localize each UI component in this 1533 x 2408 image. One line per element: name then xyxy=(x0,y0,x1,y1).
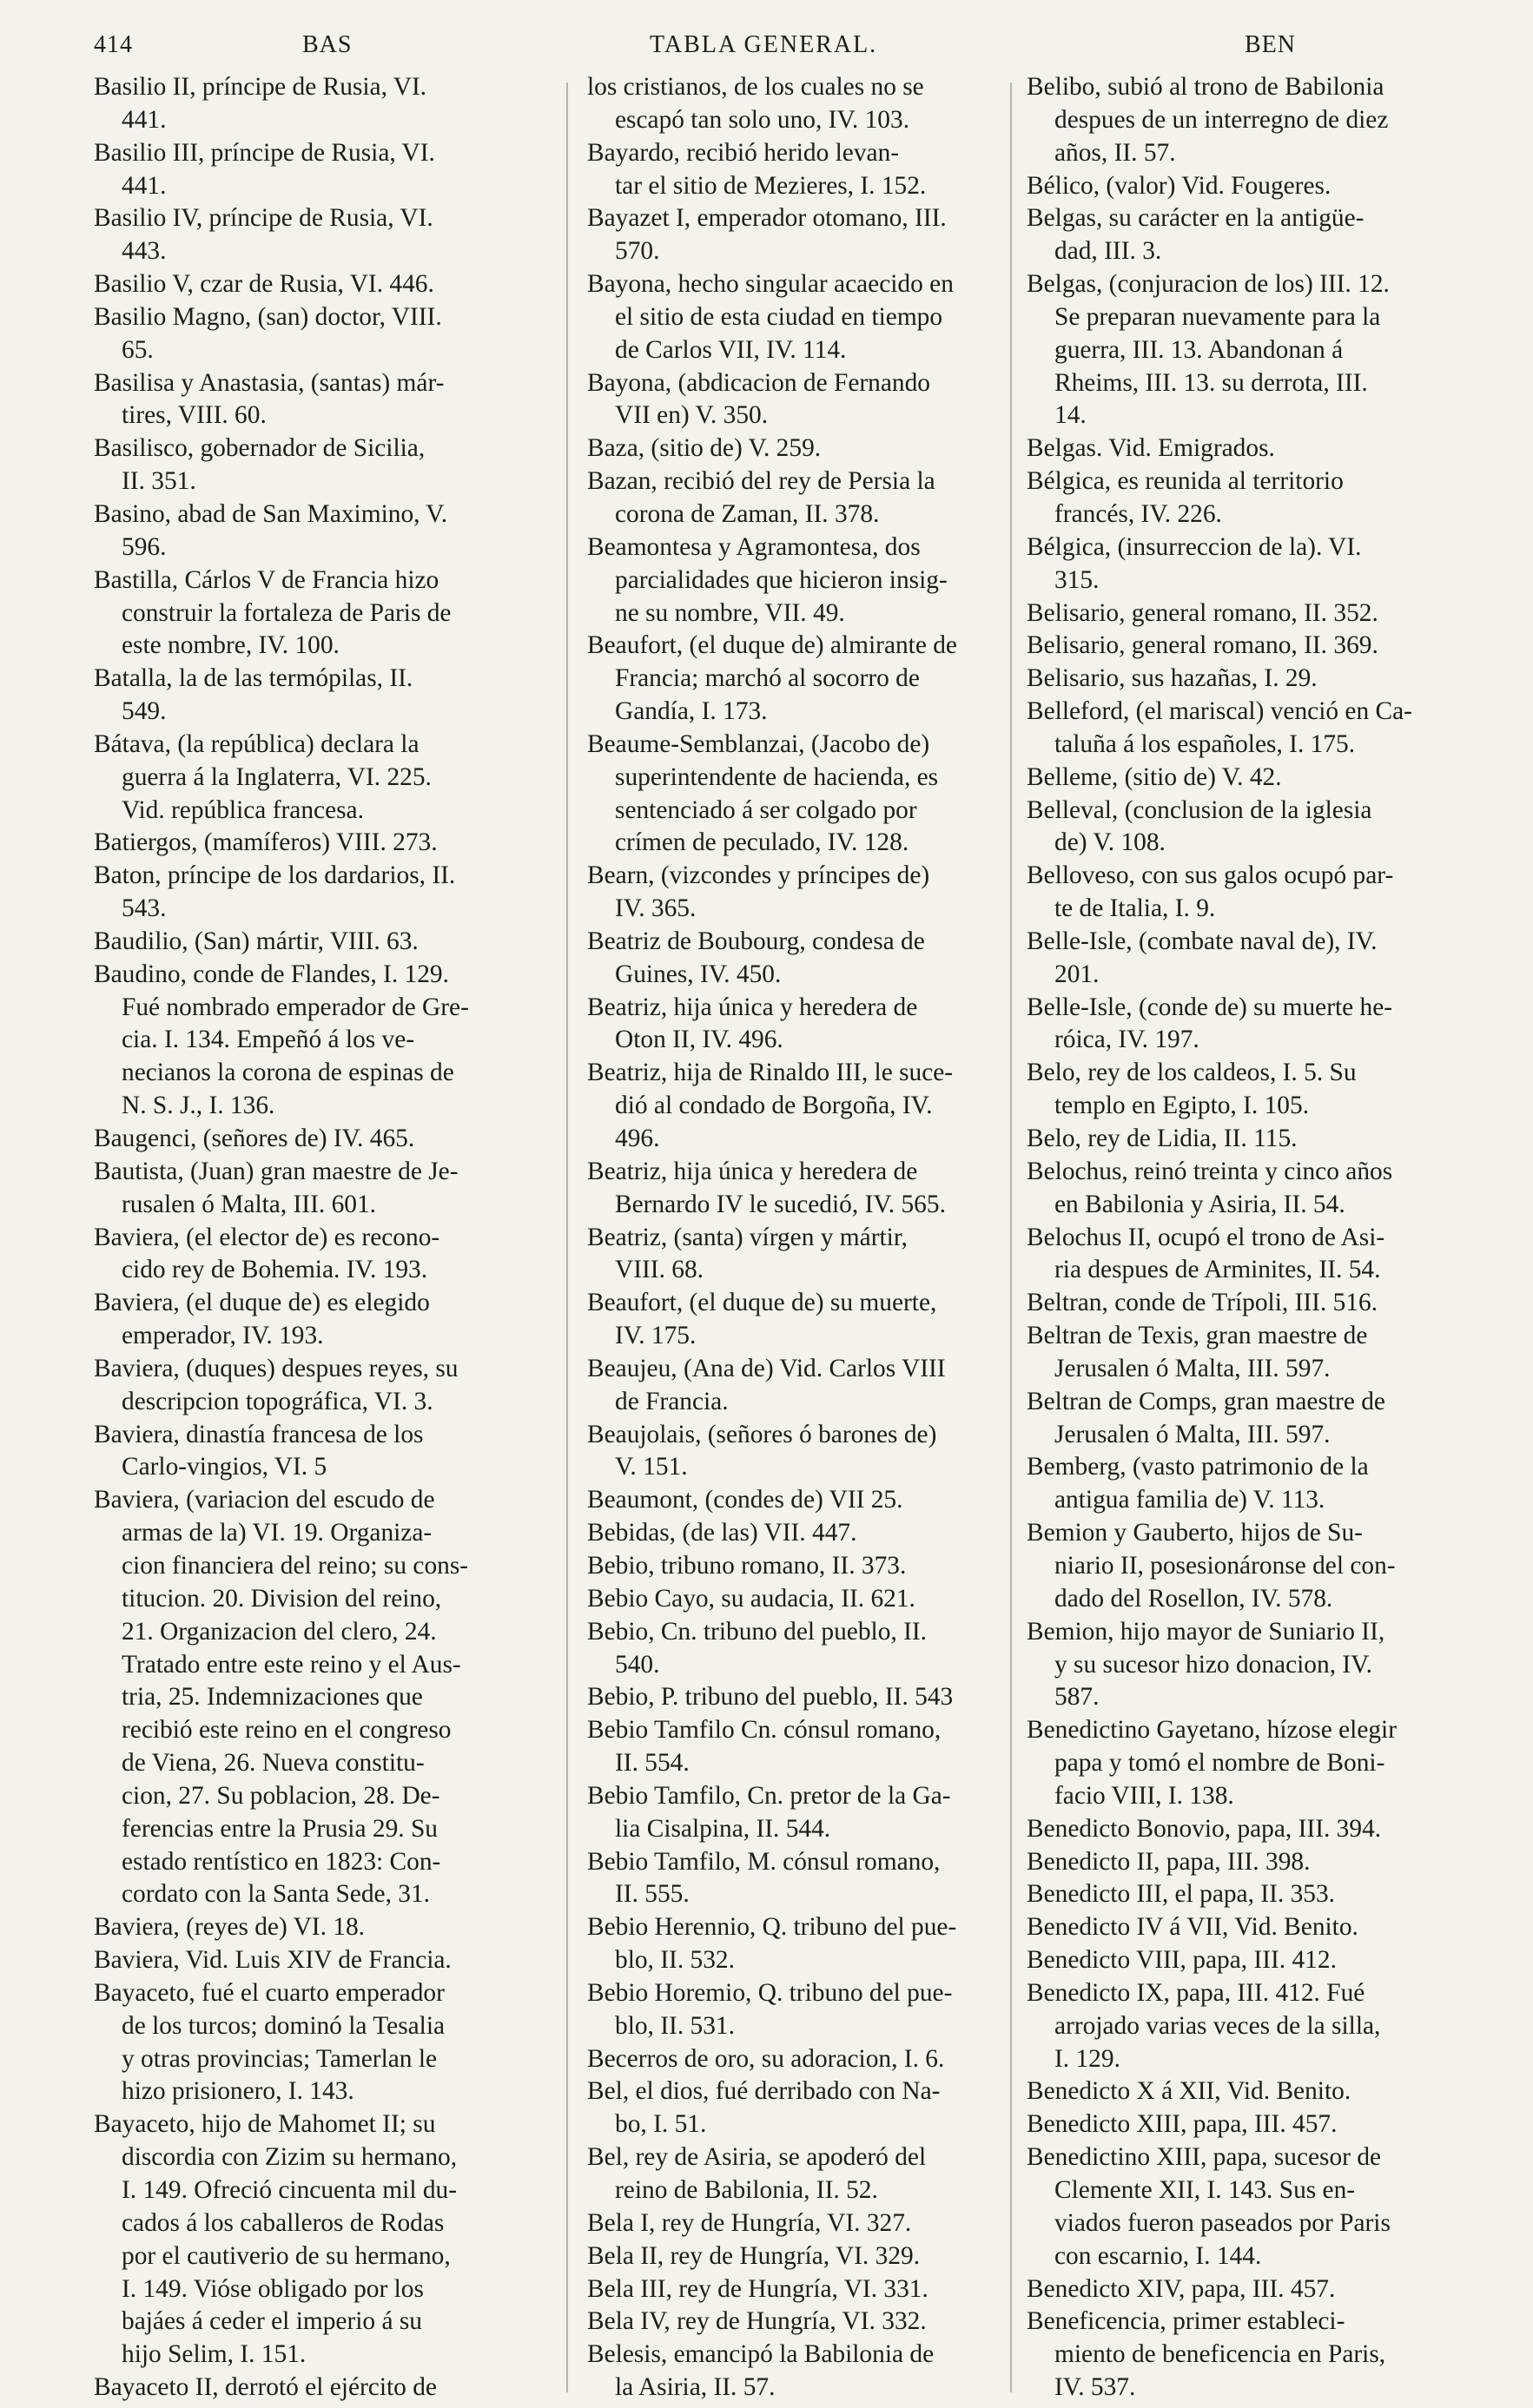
index-entry-continuation: II. 555. xyxy=(615,1880,690,1909)
index-entry-line: Baviera, (el elector de) es recono- xyxy=(94,1223,440,1251)
index-entry-continuation: I. 149. Vióse obligado por los xyxy=(122,2274,424,2303)
index-entry-continuation: dado del Rosellon, IV. 578. xyxy=(1054,1584,1333,1613)
index-entry-line: Bela II, rey de Hungría, VI. 329. xyxy=(587,2241,921,2270)
index-entry-continuation: Bernardo IV le sucedió, IV. 565. xyxy=(615,1190,946,1218)
index-entry-line: Baudilio, (San) mártir, VIII. 63. xyxy=(94,927,419,955)
index-entry-continuation: 65. xyxy=(122,335,154,364)
index-column-1 xyxy=(94,71,550,2405)
index-entry-continuation: de) V. 108. xyxy=(1054,828,1166,857)
index-entry-continuation: papa y tomó el nombre de Boni- xyxy=(1054,1749,1385,1778)
index-entry-continuation: este nombre, IV. 100. xyxy=(122,631,340,660)
index-entry-line: Belleme, (sitio de) V. 42. xyxy=(1027,762,1282,791)
index-entry-continuation: despues de un interregno de diez xyxy=(1054,105,1389,134)
index-entry-continuation: antigua familia de) V. 113. xyxy=(1054,1486,1325,1514)
index-entry-line: Belisario, general romano, II. 352. xyxy=(1027,598,1378,627)
index-entry-continuation: cido rey de Bohemia. IV. 193. xyxy=(122,1256,428,1284)
index-entry-line: Belleval, (conclusion de la iglesia xyxy=(1027,795,1372,824)
index-entry-continuation: niario II, posesionáronse del con- xyxy=(1054,1551,1396,1580)
index-entry-line: Belle-Isle, (conde de) su muerte he- xyxy=(1027,993,1393,1021)
index-entry-line: Baviera, (duques) despues reyes, su xyxy=(94,1354,459,1382)
index-entry-line: Bayazet I, emperador otomano, III. xyxy=(587,204,947,233)
index-entry-line: Benedicto IV á VII, Vid. Benito. xyxy=(1027,1913,1358,1942)
index-entry-line: Benedicto XIII, papa, III. 457. xyxy=(1027,2110,1338,2139)
index-entry-line: Beaujolais, (señores ó barones de) xyxy=(587,1420,937,1448)
index-entry-line: Beaufort, (el duque de) almirante de xyxy=(587,631,957,660)
index-entry-continuation: discordia con Zizim su hermano, xyxy=(122,2143,458,2172)
index-entry-line: Bebio, P. tribuno del pueblo, II. 543 xyxy=(587,1683,954,1712)
index-entry-line: Bastilla, Cárlos V de Francia hizo xyxy=(94,565,439,594)
index-entry-line: Basilio II, príncipe de Rusia, VI. xyxy=(94,73,427,101)
index-entry-line: Belgas. Vid. Emigrados. xyxy=(1027,434,1275,463)
index-entry-line: Baudino, conde de Flandes, I. 129. xyxy=(94,960,449,988)
index-entry-continuation: 201. xyxy=(1054,960,1100,988)
index-entry-continuation: facio VIII, I. 138. xyxy=(1054,1781,1234,1810)
index-entry-continuation: el sitio de esta ciudad en tiempo xyxy=(615,302,943,331)
index-entry-line: Baviera, (variacion del escudo de xyxy=(94,1486,435,1514)
index-entry-continuation: Jerusalen ó Malta, III. 597. xyxy=(1054,1420,1331,1448)
index-entry-continuation: francés, IV. 226. xyxy=(1054,499,1222,528)
index-entry-continuation: 441. xyxy=(122,171,167,200)
index-entry-line: Belleford, (el mariscal) venció en Ca- xyxy=(1027,697,1412,726)
index-entry-continuation: Carlo-vingios, VI. 5 xyxy=(122,1453,327,1481)
index-entry-continuation: VIII. 68. xyxy=(615,1256,704,1284)
index-entry-continuation: taluña á los españoles, I. 175. xyxy=(1054,729,1356,758)
index-entry-continuation: dió al condado de Borgoña, IV. xyxy=(615,1092,933,1120)
left-guide-word: BAS xyxy=(302,31,353,58)
index-entry-line: Belochus II, ocupó el trono de Asi- xyxy=(1027,1223,1385,1251)
index-entry-continuation: sentenciado á ser colgado por xyxy=(615,795,917,824)
index-entry-continuation: de los turcos; dominó la Tesalia xyxy=(122,2011,446,2040)
index-entry-continuation: descripcion topográfica, VI. 3. xyxy=(122,1387,433,1415)
index-entry-line: Bebio Tamfilo Cn. cónsul romano, xyxy=(587,1716,942,1745)
index-entry-line: Benedictino Gayetano, hízose elegir xyxy=(1027,1716,1398,1745)
index-entry-continuation: tria, 25. Indemnizaciones que xyxy=(122,1683,423,1712)
index-entry-line: Batalla, la de las termópilas, II. xyxy=(94,664,413,693)
index-entry-continuation: IV. 365. xyxy=(615,894,697,923)
index-entry-continuation: templo en Egipto, I. 105. xyxy=(1054,1092,1310,1120)
index-entry-continuation: de Viena, 26. Nueva constitu- xyxy=(122,1749,425,1778)
index-entry-line: Bemberg, (vasto patrimonio de la xyxy=(1027,1453,1369,1481)
index-entry-continuation: 441. xyxy=(122,105,167,134)
index-entry-continuation: tar el sitio de Mezieres, I. 152. xyxy=(615,171,927,200)
index-entry-continuation: Se preparan nuevamente para la xyxy=(1054,302,1381,331)
index-entry-continuation: dad, III. 3. xyxy=(1054,237,1162,266)
index-entry-continuation: 496. xyxy=(615,1125,660,1152)
index-entry-line: Beltran de Comps, gran maestre de xyxy=(1027,1387,1385,1415)
index-entry-line: Beamontesa y Agramontesa, dos xyxy=(587,532,921,561)
index-entry-line: Bazan, recibió del rey de Persia la xyxy=(587,467,935,496)
index-entry-continuation: Oton II, IV. 496. xyxy=(615,1026,783,1054)
index-entry-line: Baugenci, (señores de) IV. 465. xyxy=(94,1125,415,1152)
index-entry-continuation: estado rentístico en 1823: Con- xyxy=(122,1847,441,1876)
index-entry-line: Beatriz, hija única y heredera de xyxy=(587,1157,918,1185)
index-entry-line: Belgas, su carácter en la antigüe- xyxy=(1027,204,1365,233)
index-entry-line: Beneficencia, primer estableci- xyxy=(1027,2307,1345,2336)
index-entry-continuation: II. 351. xyxy=(122,467,196,496)
index-entry-continuation: cion, 27. Su poblacion, 28. De- xyxy=(122,1781,440,1810)
index-entry-line: Belochus, reinó treinta y cinco años xyxy=(1027,1157,1393,1185)
index-entry-line: Basilisa y Anastasia, (santas) már- xyxy=(94,368,445,397)
index-entry-continuation: lia Cisalpina, II. 544. xyxy=(615,1814,831,1843)
index-entry-continuation: Fué nombrado emperador de Gre- xyxy=(122,993,469,1021)
index-entry-continuation: 14. xyxy=(1054,401,1087,430)
index-entry-line: Beatriz, hija de Rinaldo III, le suce- xyxy=(587,1059,954,1087)
index-entry-line: Belisario, sus hazañas, I. 29. xyxy=(1027,664,1318,693)
index-entry-line: Bayaceto, fué el cuarto emperador xyxy=(94,1978,445,2007)
index-entry-line: Belibo, subió al trono de Babilonia xyxy=(1027,73,1384,101)
index-entry-line: Baza, (sitio de) V. 259. xyxy=(587,434,822,463)
index-entry-line: Basilio IV, príncipe de Rusia, VI. xyxy=(94,204,433,233)
index-entry-line: Baviera, dinastía francesa de los xyxy=(94,1420,424,1448)
index-entry-line: Bélgica, (insurreccion de la). VI. xyxy=(1027,532,1362,561)
index-entry-line: Bayardo, recibió herido levan- xyxy=(587,138,900,167)
index-entry-line: los cristianos, de los cuales no se xyxy=(587,73,924,101)
right-guide-word: BEN xyxy=(1245,31,1296,58)
index-entry-continuation: en Babilonia y Asiria, II. 54. xyxy=(1054,1190,1345,1218)
index-entry-line: Benedicto VIII, papa, III. 412. xyxy=(1027,1946,1337,1975)
index-entry-continuation: N. S. J., I. 136. xyxy=(122,1092,275,1120)
index-entry-line: Bela III, rey de Hungría, VI. 331. xyxy=(587,2274,928,2303)
index-entry-continuation: Rheims, III. 13. su derrota, III. xyxy=(1054,368,1368,397)
index-entry-line: Beaujeu, (Ana de) Vid. Carlos VIII xyxy=(587,1354,946,1382)
index-entry-line: Bela IV, rey de Hungría, VI. 332. xyxy=(587,2307,927,2336)
running-title: TABLA GENERAL. xyxy=(650,31,878,58)
index-entry-continuation: cados á los caballeros de Rodas xyxy=(122,2208,445,2237)
index-entry-line: Bebio, Cn. tribuno del pueblo, II. xyxy=(587,1617,928,1646)
index-entry-continuation: róica, IV. 197. xyxy=(1054,1026,1199,1054)
index-entry-line: Basilio III, príncipe de Rusia, VI. xyxy=(94,138,435,167)
index-entry-continuation: bajáes á ceder el imperio á su xyxy=(122,2307,422,2336)
index-column-2 xyxy=(587,71,1043,2405)
index-entry-line: Basilio V, czar de Rusia, VI. 446. xyxy=(94,270,434,299)
index-entry-continuation: arrojado varias veces de la silla, xyxy=(1054,2011,1381,2040)
index-entry-line: Bayona, hecho singular acaecido en xyxy=(587,270,954,299)
index-entry-line: Benedicto II, papa, III. 398. xyxy=(1027,1847,1311,1876)
index-entry-continuation: corona de Zaman, II. 378. xyxy=(615,499,880,528)
page-number: 414 xyxy=(94,31,133,58)
index-entry-line: Bel, rey de Asiria, se apoderó del xyxy=(587,2143,927,2172)
index-entry-continuation: Tratado entre este reino y el Aus- xyxy=(122,1650,461,1679)
index-entry-continuation: 543. xyxy=(122,894,167,923)
index-entry-continuation: 540. xyxy=(615,1650,660,1679)
index-entry-line: Basilio Magno, (san) doctor, VIII. xyxy=(94,302,442,331)
index-entry-continuation: por el cautiverio de su hermano, xyxy=(122,2241,451,2270)
index-entry-line: Batiergos, (mamíferos) VIII. 273. xyxy=(94,828,438,857)
index-entry-continuation: I. 149. Ofreció cincuenta mil du- xyxy=(122,2176,458,2204)
index-entry-continuation: miento de beneficencia en Paris, xyxy=(1054,2340,1386,2369)
index-entry-line: Bebio Tamfilo, M. cónsul romano, xyxy=(587,1847,941,1876)
index-entry-line: Bearn, (vizcondes y príncipes de) xyxy=(587,861,930,890)
index-entry-continuation: Guines, IV. 450. xyxy=(615,960,782,988)
index-entry-line: Beatriz de Boubourg, condesa de xyxy=(587,927,925,955)
index-entry-continuation: y otras provincias; Tamerlan le xyxy=(122,2044,438,2073)
index-entry-continuation: 596. xyxy=(122,532,167,561)
index-entry-line: Belesis, emancipó la Babilonia de xyxy=(587,2340,935,2369)
index-entry-continuation: construir la fortaleza de Paris de xyxy=(122,598,452,627)
index-entry-line: Bélgica, es reunida al territorio xyxy=(1027,467,1344,496)
index-entry-line: Benedicto XIV, papa, III. 457. xyxy=(1027,2274,1336,2303)
index-entry-continuation: rusalen ó Malta, III. 601. xyxy=(122,1190,377,1218)
index-entry-continuation: 315. xyxy=(1054,565,1100,594)
index-entry-continuation: cia. I. 134. Empeñó á los ve- xyxy=(122,1026,415,1054)
index-entry-line: Baviera, (reyes de) VI. 18. xyxy=(94,1913,366,1942)
index-entry-line: Benedicto IX, papa, III. 412. Fué xyxy=(1027,1978,1365,2007)
index-entry-line: Beltran, conde de Trípoli, III. 516. xyxy=(1027,1289,1378,1317)
index-entry-line: Bebidas, (de las) VII. 447. xyxy=(587,1519,857,1547)
index-entry-line: Beaumont, (condes de) VII 25. xyxy=(587,1486,903,1514)
index-entry-line: Benedicto X á XII, Vid. Benito. xyxy=(1027,2077,1351,2106)
index-entry-continuation: 570. xyxy=(615,237,660,266)
index-entry-continuation: Gandía, I. 173. xyxy=(615,697,768,726)
index-entry-continuation: necianos la corona de espinas de xyxy=(122,1059,454,1087)
index-entry-line: Belo, rey de Lidia, II. 115. xyxy=(1027,1125,1298,1152)
index-entry-line: Bemion y Gauberto, hijos de Su- xyxy=(1027,1519,1363,1547)
index-entry-continuation: de Carlos VII, IV. 114. xyxy=(615,335,847,364)
index-entry-continuation: V. 151. xyxy=(615,1453,688,1481)
index-entry-continuation: titucion. 20. Division del reino, xyxy=(122,1584,442,1613)
index-entry-continuation: y su sucesor hizo donacion, IV. xyxy=(1054,1650,1372,1679)
index-entry-line: Beatriz, hija única y heredera de xyxy=(587,993,918,1021)
index-entry-continuation: años, II. 57. xyxy=(1054,138,1176,167)
index-entry-line: Beatriz, (santa) vírgen y mártir, xyxy=(587,1223,908,1251)
index-entry-line: Baviera, (el duque de) es elegido xyxy=(94,1289,430,1317)
index-entry-continuation: con escarnio, I. 144. xyxy=(1054,2241,1262,2270)
index-entry-line: Baviera, Vid. Luis XIV de Francia. xyxy=(94,1946,452,1975)
index-entry-continuation: parcialidades que hicieron insig- xyxy=(615,565,948,594)
column-divider xyxy=(566,82,568,2392)
index-entry-continuation: te de Italia, I. 9. xyxy=(1054,894,1216,923)
index-entry-line: Belloveso, con sus galos ocupó par- xyxy=(1027,861,1394,890)
index-entry-line: Belle-Isle, (combate naval de), IV. xyxy=(1027,927,1378,955)
index-entry-line: Belisario, general romano, II. 369. xyxy=(1027,631,1378,660)
index-entry-continuation: escapó tan solo uno, IV. 103. xyxy=(615,105,910,134)
index-entry-line: Bel, el dios, fué derribado con Na- xyxy=(587,2077,941,2106)
index-entry-line: Benedicto III, el papa, II. 353. xyxy=(1027,1880,1335,1909)
index-entry-continuation: hizo prisionero, I. 143. xyxy=(122,2077,354,2106)
index-entry-continuation: guerra, III. 13. Abandonan á xyxy=(1054,335,1344,364)
index-entry-line: Bemion, hijo mayor de Suniario II, xyxy=(1027,1617,1385,1646)
index-entry-line: Bélico, (valor) Vid. Fougeres. xyxy=(1027,171,1331,200)
index-entry-line: Beaume-Semblanzai, (Jacobo de) xyxy=(587,729,930,758)
index-entry-continuation: Francia; marchó al socorro de xyxy=(615,664,920,693)
index-entry-line: Bautista, (Juan) gran maestre de Je- xyxy=(94,1157,459,1185)
index-entry-continuation: blo, II. 532. xyxy=(615,1946,735,1975)
index-entry-line: Baton, príncipe de los dardarios, II. xyxy=(94,861,456,890)
index-entry-continuation: Clemente XII, I. 143. Sus en- xyxy=(1054,2176,1356,2204)
index-entry-continuation: emperador, IV. 193. xyxy=(122,1322,324,1350)
index-entry-continuation: guerra á la Inglaterra, VI. 225. xyxy=(122,762,432,791)
index-entry-line: Bebio Horemio, Q. tribuno del pue- xyxy=(587,1978,953,2007)
index-entry-continuation: bo, I. 51. xyxy=(615,2110,707,2139)
index-entry-continuation: IV. 175. xyxy=(615,1322,697,1350)
index-entry-line: Bebio Tamfilo, Cn. pretor de la Ga- xyxy=(587,1781,951,1810)
index-entry-line: Belgas, (conjuracion de los) III. 12. xyxy=(1027,270,1390,299)
index-entry-line: Bátava, (la república) declara la xyxy=(94,729,420,758)
index-entry-continuation: I. 129. xyxy=(1054,2044,1120,2073)
index-entry-continuation: blo, II. 531. xyxy=(615,2011,735,2040)
index-entry-continuation: II. 554. xyxy=(615,1749,690,1778)
index-entry-continuation: armas de la) VI. 19. Organiza- xyxy=(122,1519,433,1547)
index-entry-line: Benedicto Bonovio, papa, III. 394. xyxy=(1027,1814,1382,1843)
index-entry-continuation: ne su nombre, VII. 49. xyxy=(615,598,845,627)
index-entry-continuation: viados fueron paseados por Paris xyxy=(1054,2208,1391,2237)
index-entry-line: Beltran de Texis, gran maestre de xyxy=(1027,1322,1368,1350)
index-entry-line: Belo, rey de los caldeos, I. 5. Su xyxy=(1027,1059,1357,1087)
index-entry-line: Becerros de oro, su adoracion, I. 6. xyxy=(587,2044,945,2073)
index-entry-continuation: tires, VIII. 60. xyxy=(122,401,267,430)
index-entry-line: Beaufort, (el duque de) su muerte, xyxy=(587,1289,937,1317)
index-entry-continuation: ferencias entre la Prusia 29. Su xyxy=(122,1814,438,1843)
index-entry-line: Bela I, rey de Hungría, VI. 327. xyxy=(587,2208,912,2237)
index-entry-continuation: recibió este reino en el congreso xyxy=(122,1716,452,1745)
index-entry-continuation: Jerusalen ó Malta, III. 597. xyxy=(1054,1354,1331,1382)
index-entry-line: Basino, abad de San Maximino, V. xyxy=(94,499,448,528)
index-entry-continuation: superintendente de hacienda, es xyxy=(615,762,939,791)
index-entry-line: Benedictino XIII, papa, sucesor de xyxy=(1027,2143,1382,2172)
index-entry-continuation: 443. xyxy=(122,237,167,266)
index-entry-continuation: IV. 537. xyxy=(1054,2373,1136,2402)
index-entry-continuation: cion financiera del reino; su cons- xyxy=(122,1551,469,1580)
index-entry-continuation: Vid. república francesa. xyxy=(122,795,364,824)
index-entry-line: Bebio Herennio, Q. tribuno del pue- xyxy=(587,1913,957,1942)
index-entry-continuation: VII en) V. 350. xyxy=(615,401,769,430)
index-entry-continuation: la Asiria, II. 57. xyxy=(615,2373,776,2402)
index-entry-continuation: cordato con la Santa Sede, 31. xyxy=(122,1880,431,1909)
page-header xyxy=(94,26,1475,78)
index-entry-continuation: 587. xyxy=(1054,1683,1100,1712)
index-entry-continuation: reino de Babilonia, II. 52. xyxy=(615,2176,878,2204)
index-entry-continuation: 21. Organizacion del clero, 24. xyxy=(122,1617,437,1646)
index-entry-continuation: ria despues de Arminites, II. 54. xyxy=(1054,1256,1381,1284)
index-entry-line: Basilisco, gobernador de Sicilia, xyxy=(94,434,426,463)
index-entry-continuation: crímen de peculado, IV. 128. xyxy=(615,828,909,857)
index-entry-line: Bayona, (abdicacion de Fernando xyxy=(587,368,930,397)
index-column-3 xyxy=(1027,71,1478,2405)
index-entry-continuation: de Francia. xyxy=(615,1387,729,1415)
index-entry-line: Bebio, tribuno romano, II. 373. xyxy=(587,1551,907,1580)
index-entry-continuation: hijo Selim, I. 151. xyxy=(122,2340,307,2369)
index-entry-continuation: 549. xyxy=(122,697,167,726)
index-entry-line: Bayaceto II, derrotó el ejército de xyxy=(94,2373,437,2402)
index-entry-line: Bayaceto, hijo de Mahomet II; su xyxy=(94,2110,436,2139)
index-entry-line: Bebio Cayo, su audacia, II. 621. xyxy=(587,1584,915,1613)
